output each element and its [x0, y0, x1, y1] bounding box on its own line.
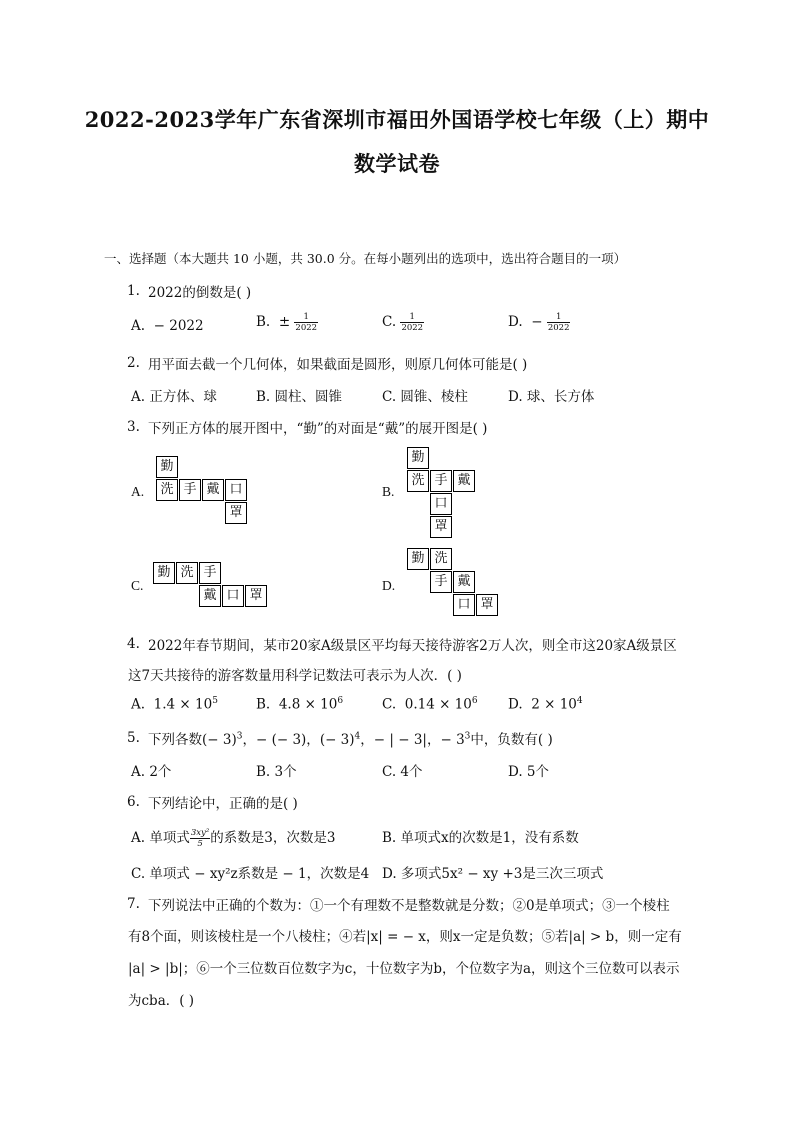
numerator: 3xy² [190, 828, 210, 838]
net-cell: 戴 [199, 585, 221, 607]
net-cell: 洗 [156, 479, 178, 501]
net-cell: 勤 [407, 548, 429, 570]
option-label: B. [256, 696, 271, 713]
option-c: C. 4个 [382, 764, 423, 780]
question-stem: 2022的倒数是( ) [148, 285, 252, 301]
net-cell: 勤 [153, 562, 175, 584]
option-b [256, 696, 343, 713]
question-number: 3. [127, 419, 140, 435]
fraction [294, 312, 318, 333]
option-a [131, 826, 335, 849]
option-label: C. [382, 696, 397, 713]
option-label: B. [256, 314, 271, 330]
option-d-label: D. [382, 578, 396, 593]
exponent: 5 [212, 696, 218, 706]
option-label: C. [382, 314, 397, 330]
expression: ，− | − 3|，− 3 [360, 732, 465, 748]
denominator: 2022 [401, 323, 424, 333]
net-cell: 口 [453, 594, 475, 616]
option-c-label: C. [131, 578, 144, 593]
net-cell: 戴 [202, 479, 224, 501]
net-cell: 罩 [476, 594, 498, 616]
exponent: 3 [236, 731, 243, 742]
question-stem: 下列正方体的展开图中，“勤”的对面是“戴”的展开图是( ) [148, 421, 488, 437]
option-value: 2 × 10 [531, 696, 577, 713]
net-cell: 勤 [156, 456, 178, 478]
numerator: 1 [400, 312, 424, 323]
net-cell: 勤 [407, 447, 429, 469]
question-stem: 下列结论中，正确的是( ) [148, 796, 298, 812]
expression: (− 3) [202, 732, 237, 748]
option-c: C. 圆锥、棱柱 [382, 389, 468, 405]
paper-title-line2: 数学试卷 [354, 151, 440, 176]
option-d: D. 多项式5x² − xy +3是三次三项式 [382, 866, 604, 882]
fraction [400, 312, 424, 333]
option-d [508, 696, 583, 713]
expression: (− 3) [319, 732, 355, 748]
option-b: B. 圆柱、圆锥 [256, 389, 343, 405]
option-d: D. 5个 [508, 764, 550, 780]
question-number: 5. [127, 730, 140, 746]
option-b-label: B. [382, 484, 395, 499]
net-cell: 口 [225, 479, 247, 501]
option-a: A. 正方体、球 [131, 389, 217, 405]
section-header: 一、选择题（本大题共 10 小题，共 30.0 分。在每小题列出的选项中，选出符合题目的一项） [104, 251, 627, 266]
fraction [190, 828, 210, 849]
question-number: 6. [127, 794, 140, 810]
option-value: 0.14 × 10 [404, 696, 472, 713]
question-number: 1. [127, 283, 140, 299]
option-b [256, 312, 318, 333]
numerator: 1 [547, 312, 571, 323]
option-a: A. 2个 [131, 764, 172, 780]
question-stem: 用平面去截一个几何体，如果截面是圆形，则原几何体可能是( ) [148, 357, 528, 373]
question-stem-line2: 有8个面，则该棱柱是一个八棱柱；④若|x| = − x，则x一定是负数；⑤若|a| > b，则一定有 [128, 929, 682, 945]
option-text: A. 单项式 [131, 830, 190, 846]
question-stem-line1: 2022年春节期间，某市20家A级景区平均每天接待游客2万人次，则全市这20家A级景区 [148, 638, 677, 654]
stem-text: 中，负数有( ) [470, 732, 553, 748]
option-c [382, 312, 424, 333]
stem-text: 下列各数 [148, 732, 202, 748]
exponent: 4 [576, 696, 583, 706]
exponent: 3 [464, 731, 471, 742]
net-cell: 洗 [407, 470, 429, 492]
option-c [382, 696, 478, 713]
exponent: 4 [354, 731, 361, 742]
expression: ，− (− 3)， [242, 732, 320, 748]
question-stem-line4: 为cba．( ) [128, 993, 195, 1009]
option-b: B. 单项式x的次数是1，没有系数 [382, 830, 579, 846]
numerator: 1 [294, 312, 318, 323]
option-value: 1.4 × 10 [153, 696, 213, 713]
denominator: 2022 [295, 323, 318, 333]
net-cell: 戴 [453, 470, 475, 492]
denominator: 2022 [547, 323, 570, 333]
paper-title-line1: 2022-2023学年广东省深圳市福田外国语学校七年级（上）期中 [84, 107, 710, 132]
net-cell: 口 [222, 585, 244, 607]
net-cell: 洗 [176, 562, 198, 584]
net-cell: 手 [179, 479, 201, 501]
option-a [131, 696, 218, 713]
question-stem-line1: 下列说法中正确的个数为：①一个有理数不是整数就是分数；②0是单项式；③一个棱柱 [148, 898, 670, 914]
option-c: C. 单项式 − xy²z系数是 − 1，次数是4 [131, 866, 370, 882]
net-cell: 罩 [225, 502, 247, 524]
option-label: A. [131, 318, 146, 334]
question-number: 7. [127, 896, 140, 912]
net-cell: 罩 [245, 585, 267, 607]
option-value: − 2022 [153, 318, 204, 334]
option-d [508, 312, 570, 333]
option-value: 4.8 × 10 [278, 696, 338, 713]
net-cell: 口 [430, 493, 452, 515]
net-cell: 洗 [430, 548, 452, 570]
exponent: 6 [337, 696, 344, 706]
question-stem [148, 728, 553, 748]
fraction [547, 312, 571, 333]
denominator: 5 [197, 839, 203, 849]
option-label: A. [131, 696, 146, 713]
exponent: 6 [471, 696, 478, 706]
question-stem-line2: 这7天共接待的游客数量用科学记数法可表示为人次．( ) [128, 668, 462, 684]
question-stem-line3: |a| > |b|；⑥一个三位数百位数字为c，十位数字为b，个位数字为a，则这个三位数可以表示 [128, 961, 680, 977]
option-label: D. [508, 314, 523, 330]
option-text: 的系数是3，次数是3 [210, 830, 336, 846]
net-cell: 手 [199, 562, 221, 584]
option-label: D. [508, 696, 523, 713]
net-cell: 手 [430, 470, 452, 492]
option-b: B. 3个 [256, 764, 297, 780]
net-cell: 罩 [430, 516, 452, 538]
net-cell: 手 [430, 571, 452, 593]
plus-minus-sign: ± [278, 314, 291, 330]
option-d: D. 球、长方体 [508, 389, 595, 405]
question-number: 4. [127, 636, 140, 652]
option-a-label: A. [131, 484, 145, 499]
question-number: 2. [127, 355, 140, 371]
option-a [131, 318, 204, 334]
net-cell: 戴 [453, 571, 475, 593]
minus-sign: − [531, 314, 543, 330]
